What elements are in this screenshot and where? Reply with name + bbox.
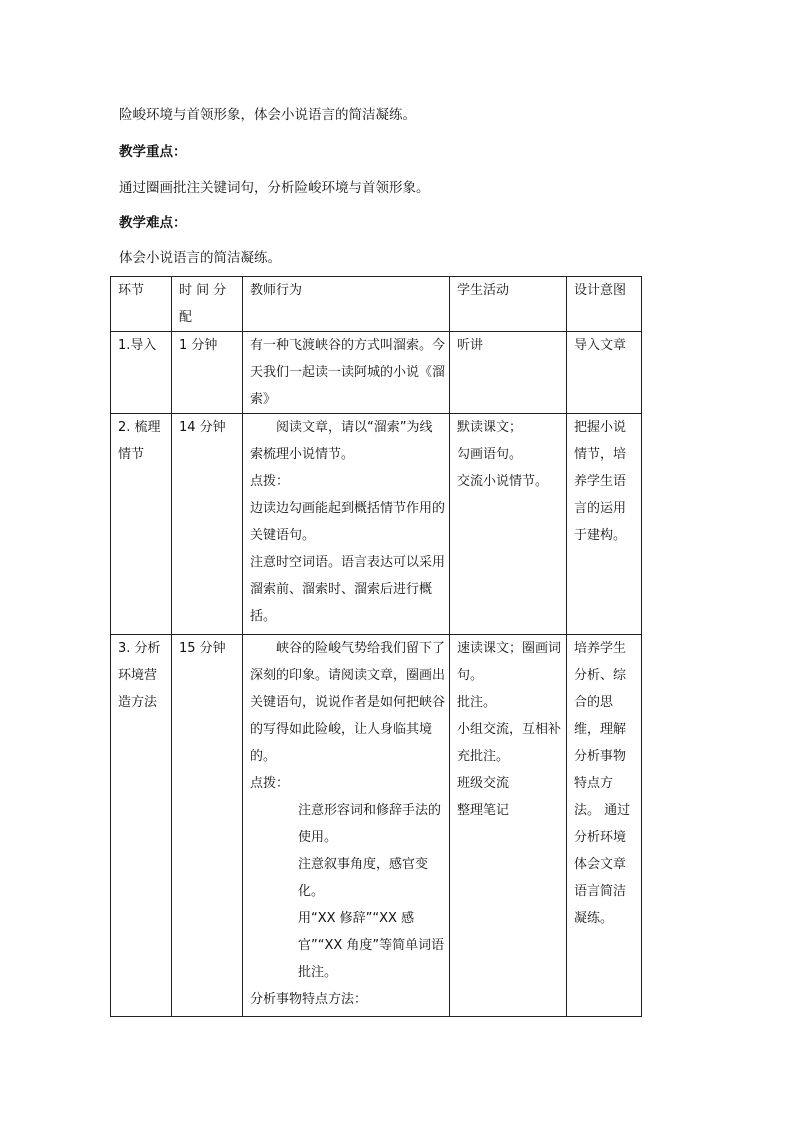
teacher-line: 点拨： [250,474,290,489]
student-line: 班级交流 [457,776,510,791]
teacher-cell [243,414,450,635]
student-line: 速读课文；圈画词句。 [457,641,562,683]
student-line: 听讲 [457,338,484,353]
intent-cell: 把握小说情节，培养学生语言的运用于建构。 [567,414,642,635]
teacher-line: 阅读文章，请以“溜索”为线索梳理小说情节。 [250,420,433,462]
teacher-line: 注意形容词和修辞手法的使用。 [298,803,442,845]
stage-cell: 1.导入 [111,332,172,414]
key-points-text: 通过圈画批注关键词句，分析险峻环境与首领形象。 [119,180,430,196]
table-row [111,414,642,635]
difficulty-heading: 教学难点： [119,215,187,231]
teacher-line: 点拨： [250,776,290,791]
teacher-line: 分析事物特点方法： [250,992,368,1007]
table-row [111,332,642,414]
header-student: 学生活动 [450,277,567,332]
header-teacher: 教师行为 [243,277,450,332]
student-line: 勾画语句。 [457,447,523,462]
time-cell: 14 分钟 [172,414,243,635]
stage-cell: 3. 分析环境营造方法 [111,635,172,1017]
time-cell: 15 分钟 [172,635,243,1017]
teacher-line: 注意叙事角度，感官变化。 [298,857,429,899]
student-line: 默读课文； [457,420,523,435]
teacher-line: 边读边勾画能起到概括情节作用的关键语句。 [250,501,446,543]
teacher-line: 注意时空词语。语言表达可以采用溜索前、溜索时、溜索后进行概括。 [250,555,446,624]
student-cell [450,414,567,635]
intro-text: 险峻环境与首领形象，体会小说语言的简洁凝练。 [119,107,416,123]
teacher-cell [243,635,450,1017]
teacher-line: 有一种飞渡峡谷的方式叫溜索。今天我们一起读一读阿城的小说《溜索》 [250,338,446,407]
student-line: 批注。 [457,695,497,710]
table-row [111,635,642,1017]
header-stage: 环节 [111,277,172,332]
time-cell: 1 分钟 [172,332,243,414]
table-header-row [111,277,642,332]
teacher-line: 峡谷的险峻气势给我们留下了深刻的印象。请阅读文章，圈画出关键语句，说说作者是如何把峡谷的写得如此险峻，让人身临其境的。 [250,641,446,764]
teacher-cell [243,332,450,414]
teacher-line: 用“XX 修辞”“XX 感官”“XX 角度”等简单词语批注。 [298,911,445,980]
header-intent: 设计意图 [567,277,642,332]
lesson-plan-table [110,276,642,1017]
stage-cell: 2. 梳理情节 [111,414,172,635]
key-points-heading: 教学重点： [119,144,187,160]
student-cell [450,332,567,414]
intent-cell: 培养学生分析、综合的思维，理解分析事物特点方法。 通过分析环境体会文章语言简洁凝练。 [567,635,642,1017]
student-line: 小组交流，互相补充批注。 [457,722,562,764]
student-cell [450,635,567,1017]
student-line: 交流小说情节。 [457,474,549,489]
intent-cell: 导入文章 [567,332,642,414]
student-line: 整理笔记 [457,803,510,818]
header-time: 时 间 分配 [172,277,243,332]
difficulty-text: 体会小说语言的简洁凝练。 [119,250,281,266]
